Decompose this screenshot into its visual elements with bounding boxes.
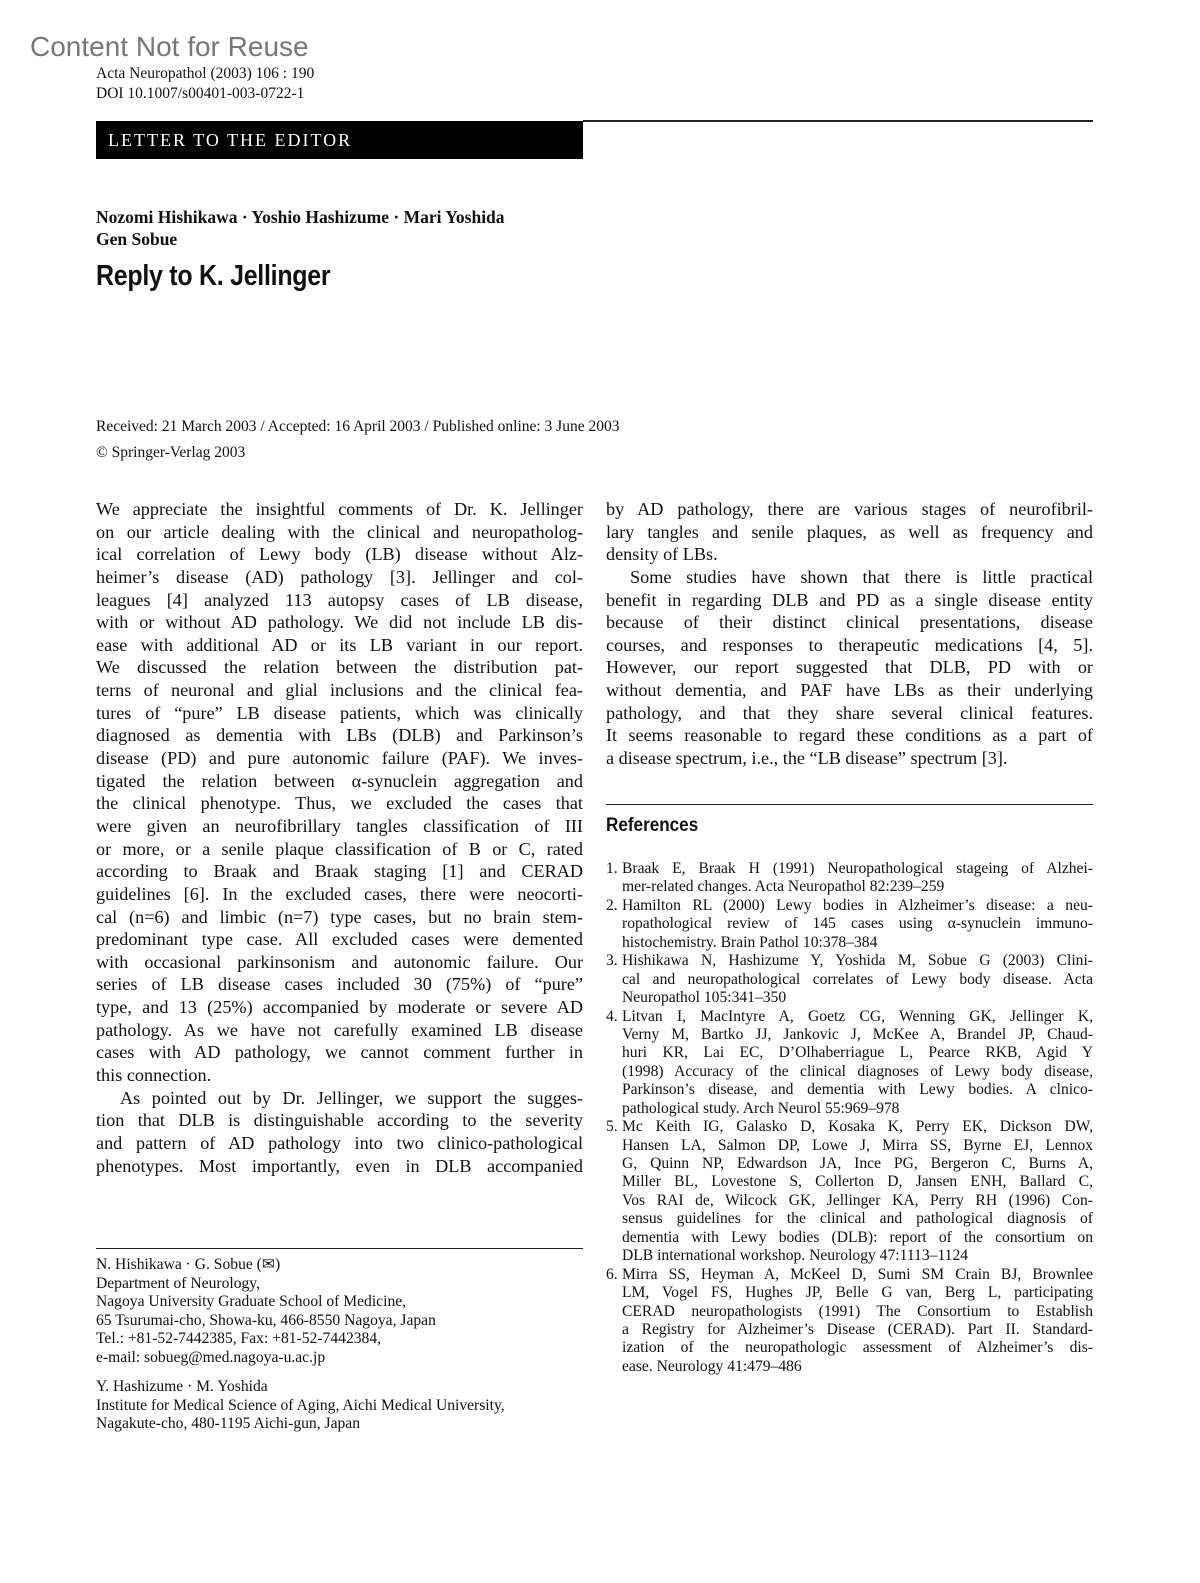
affiliation-line: Nagoya University Graduate School of Medicine, — [96, 1293, 407, 1310]
text-line: disease (PD) and pure autonomic failure (PAF). We inves- — [96, 748, 583, 769]
article-title: Reply to K. Jellinger — [96, 260, 331, 292]
text-line: tion that DLB is distinguishable according to the severity — [96, 1110, 583, 1131]
affiliation-line: Nagakute-cho, 480-1195 Aichi-gun, Japan — [96, 1415, 361, 1432]
reference-line: Hamilton RL (2000) Lewy bodies in Alzheimer’s disease: a neu- — [622, 896, 1093, 914]
reference-line: ropathological review of 145 cases using α-synuclein immuno- — [622, 915, 1093, 933]
references-heading: References — [606, 815, 699, 836]
reference-line: Vos RAI de, Wilcock GK, Jellinger KA, Perry RH (1996) Con- — [622, 1191, 1093, 1209]
reference-line: Miller BL, Lovestone S, Collerton D, Jansen ENH, Ballard C, — [622, 1173, 1093, 1191]
journal-citation: Acta Neuropathol (2003) 106 : 190 — [96, 65, 315, 82]
paragraph — [96, 1087, 583, 1178]
reference-number: 6. — [606, 1265, 618, 1283]
reference-line: Hansen LA, Salmon DP, Lowe J, Mirra SS, Byrne EJ, Lennox — [622, 1136, 1093, 1154]
text-line: were given an neurofibrillary tangles classification of III — [96, 815, 583, 836]
reference-item — [606, 1008, 1093, 1119]
reference-line: Neuropathol 105:341–350 — [622, 989, 787, 1007]
watermark: Content Not for Reuse — [30, 31, 309, 62]
text-line: cal (n=6) and limbic (n=7) type cases, but no brain stem- — [96, 906, 583, 927]
affiliation-block — [96, 1378, 583, 1434]
text-line: with or without AD pathology. We did not include LB dis- — [96, 612, 583, 633]
reference-number: 1. — [606, 860, 618, 877]
text-line: type, and 13 (25%) accompanied by moderate or severe AD — [96, 997, 583, 1018]
reference-line: Parkinson’s disease, and dementia with Lewy bodies. A clnico- — [622, 1081, 1093, 1099]
text-line: We appreciate the insightful comments of Dr. K. Jellinger — [96, 499, 583, 519]
reference-line: Hishikawa N, Hashizume Y, Yoshida M, Sobue G (2003) Clini- — [622, 952, 1093, 970]
body-left-column — [96, 498, 583, 1177]
affiliation-line: Institute for Medical Science of Aging, Aichi Medical University, — [96, 1396, 505, 1414]
text-line: As pointed out by Dr. Jellinger, we support the sugges- — [120, 1087, 583, 1108]
text-line: guidelines [6]. In the excluded cases, there were neocorti- — [96, 883, 583, 904]
reference-number: 5. — [606, 1118, 618, 1136]
text-line: this connection. — [96, 1065, 212, 1086]
paragraph — [606, 498, 1093, 566]
text-line: phenotypes. Most importantly, even in DLB accompanied — [96, 1155, 583, 1176]
text-line: without dementia, and PAF have LBs as their underlying — [606, 680, 1093, 701]
text-line: benefit in regarding DLB and PD as a single disease entity — [606, 589, 1093, 610]
text-line: density of LBs. — [606, 544, 718, 565]
text-line: or more, or a senile plaque classification of B or C, rated — [96, 838, 583, 859]
reference-line: huri KR, Lai EC, D’Olhaberriague L, Pearce RKB, Agid Y — [622, 1044, 1093, 1062]
text-line: Some studies have shown that there is little practical — [630, 566, 1093, 587]
reference-number: 2. — [606, 896, 618, 914]
text-line: the clinical phenotype. Thus, we excluded the cases that — [96, 793, 583, 814]
reference-line: histochemistry. Brain Pathol 10:378–384 — [622, 933, 878, 951]
affiliation-line: Department of Neurology, — [96, 1274, 260, 1292]
reference-item — [606, 952, 1093, 1007]
text-line: with occasional parkinsonism and autonomic failure. Our — [96, 951, 583, 972]
text-line: lary tangles and senile plaques, as well as frequency and — [606, 521, 1093, 542]
text-line: courses, and responses to therapeutic medications [4, 5]. — [606, 634, 1093, 655]
reference-line: Mirra SS, Heyman A, McKeel D, Sumi SM Crain BJ, Brownlee — [622, 1265, 1093, 1283]
text-line: cases with AD pathology, we cannot comment further in — [96, 1042, 583, 1063]
reference-line: CERAD neuropathologists (1991) The Consortium to Establish — [622, 1302, 1093, 1320]
references-rule — [606, 804, 1093, 805]
text-line: tigated the relation between α-synuclein aggregation and — [96, 770, 583, 791]
reference-line: Braak E, Braak H (1991) Neuropathological stageing of Alzhei- — [622, 860, 1093, 877]
reference-number: 4. — [606, 1007, 618, 1025]
reference-line: LM, Vogel FS, Hughes JP, Belle G van, Berg L, participating — [622, 1284, 1093, 1302]
text-line: ease with additional AD or its LB variant in our report. — [96, 634, 583, 655]
text-line: heimer’s disease (AD) pathology [3]. Jellinger and col- — [96, 566, 583, 587]
text-line: series of LB disease cases included 30 (75%) of “pure” — [96, 974, 583, 995]
reference-line: ization of the neuropathologic assessment of Alzheimer’s dis- — [622, 1339, 1093, 1357]
text-line: diagnosed as dementia with LBs (DLB) and Parkinson’s — [96, 725, 583, 746]
text-line: because of their distinct clinical presentations, disease — [606, 612, 1093, 633]
paragraph — [606, 566, 1093, 770]
reference-line: Mc Keith IG, Galasko D, Kosaka K, Perry EK, Dickson DW, — [622, 1118, 1093, 1136]
body-right-column — [606, 498, 1093, 770]
reference-line: (1998) Accuracy of the clinical diagnoses of Lewy body disease, — [622, 1062, 1093, 1080]
reference-number: 3. — [606, 952, 618, 970]
affiliation-line: Tel.: +81-52-7442385, Fax: +81-52-7442384, — [96, 1330, 382, 1347]
publication-dates — [96, 414, 619, 466]
header-rule — [583, 120, 1093, 122]
affiliation-block — [96, 1256, 583, 1367]
affiliation-line: e-mail: sobueg@med.nagoya-u.ac.jp — [96, 1348, 326, 1366]
authors-line: Nozomi Hishikawa · Yoshio Hashizume · Mari Yoshida — [96, 207, 505, 227]
text-line: pathology. As we have not carefully examined LB disease — [96, 1019, 583, 1040]
reference-item — [606, 1266, 1093, 1377]
text-line: on our article dealing with the clinical and neuropatholog- — [96, 521, 583, 542]
reference-line: Verny M, Bartko JJ, Jankovic J, McKee A, Brandel JP, Chaud- — [622, 1025, 1093, 1043]
reference-line: DLB international workshop. Neurology 47:1113–1124 — [622, 1247, 969, 1265]
copyright: © Springer-Verlag 2003 — [96, 444, 246, 461]
affiliation-line: N. Hishikawa · G. Sobue (✉) — [96, 1256, 281, 1273]
reference-item — [606, 1118, 1093, 1266]
affiliation-line: Y. Hashizume · M. Yoshida — [96, 1378, 268, 1395]
text-line: It seems reasonable to regard these conditions as a part of — [606, 725, 1093, 746]
reference-line: a Registry for Alzheimer’s Disease (CERAD). Part II. Standard- — [622, 1320, 1093, 1338]
references-list — [606, 860, 1093, 1376]
authors-line: Gen Sobue — [96, 229, 178, 249]
text-line: ical correlation of Lewy body (LB) disease without Alz- — [96, 544, 583, 565]
reference-line: ease. Neurology 41:479–486 — [622, 1357, 802, 1375]
section-label: LETTER TO THE EDITOR — [96, 121, 583, 159]
reference-item — [606, 897, 1093, 952]
text-line: according to Braak and Braak staging [1] and CERAD — [96, 861, 583, 882]
text-line: by AD pathology, there are various stages of neurofibril- — [606, 499, 1093, 519]
reference-line: cal and neuropathological correlates of Lewy body disease. Acta — [622, 970, 1093, 988]
reference-line: Litvan I, MacIntyre A, Goetz CG, Wenning GK, Jellinger K, — [622, 1007, 1093, 1025]
text-line: We discussed the relation between the distribution pat- — [96, 657, 583, 678]
dates-line: Received: 21 March 2003 / Accepted: 16 April 2003 / Published online: 3 June 2003 — [96, 418, 620, 435]
text-line: leagues [4] analyzed 113 autopsy cases of LB disease, — [96, 589, 583, 610]
text-line: predominant type case. All excluded cases were demented — [96, 929, 583, 950]
text-line: and pattern of AD pathology into two clinico-pathological — [96, 1132, 583, 1153]
reference-line: pathological study. Arch Neurol 55:969–978 — [622, 1099, 900, 1117]
text-line: a disease spectrum, i.e., the “LB disease” spectrum [3]. — [606, 748, 1008, 769]
affiliation-rule — [96, 1248, 583, 1249]
affiliation-line: 65 Tsurumai-cho, Showa-ku, 466-8550 Nagoya, Japan — [96, 1311, 436, 1329]
text-line: pathology, and that they share several clinical features. — [606, 702, 1093, 723]
paragraph — [96, 498, 583, 1087]
text-line: tures of “pure” LB disease patients, which was clinically — [96, 702, 583, 723]
text-line: However, our report suggested that DLB, PD with or — [606, 657, 1093, 678]
authors — [96, 206, 505, 250]
reference-line: mer-related changes. Acta Neuropathol 82:239–259 — [622, 878, 945, 896]
reference-item — [606, 860, 1093, 897]
doi: DOI 10.1007/s00401-003-0722-1 — [96, 85, 305, 102]
text-line: terns of neuronal and glial inclusions and the clinical fea- — [96, 680, 583, 701]
reference-line: G, Quinn NP, Edwardson JA, Ince PG, Bergeron C, Burns A, — [622, 1155, 1093, 1172]
reference-line: dementia with Lewy bodies (DLB): report of the consortium on — [622, 1228, 1093, 1246]
reference-line: sensus guidelines for the clinical and pathological diagnosis of — [622, 1210, 1093, 1228]
